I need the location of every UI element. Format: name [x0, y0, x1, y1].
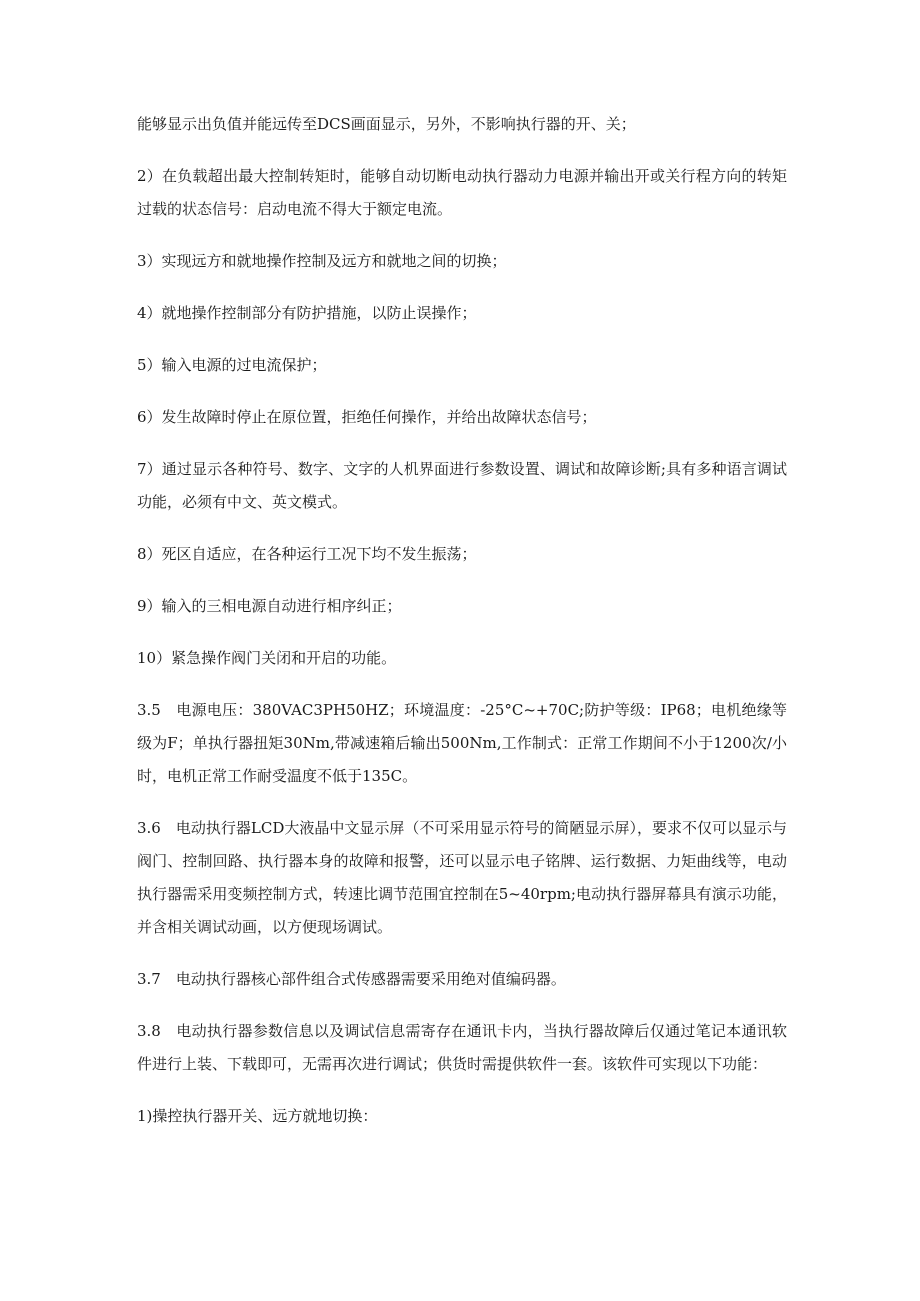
- paragraph-item-4-local-protection: 4）就地操作控制部分有防护措施，以防止误操作；: [137, 304, 477, 322]
- document-body: [137, 108, 787, 1152]
- paragraph-item-10-emergency-operation: 10）紧急操作阀门关闭和开启的功能。: [137, 649, 397, 667]
- paragraph-item-3-remote-local-switch: 3）实现远方和就地操作控制及远方和就地之间的切换；: [137, 252, 507, 270]
- paragraph-section-3-7-encoder: 3.7 电动执行器核心部件组合式传感器需要采用绝对值编码器。: [137, 970, 566, 988]
- paragraph-section-3-5-power-specs: 3.5 电源电压：380VAC3PH50HZ；环境温度：-25°C~+70C;防护等级：IP68；电机绝缘等级为F；单执行器扭矩30Nm,带减速箱后输出500Nm,工作制式：正常工作期间不小于1200次/小时，电机正常工作耐受温度不低于135C。: [137, 701, 787, 785]
- paragraph-item-2-torque-overload: 2）在负载超出最大控制转矩时，能够自动切断电动执行器动力电源并输出开或关行程方向的转矩过载的状态信号：启动电流不得大于额定电流。: [137, 167, 787, 218]
- paragraph-software-function-1: 1)操控执行器开关、远方就地切换：: [137, 1107, 378, 1125]
- paragraph-item-9-phase-correction: 9）输入的三相电源自动进行相序纠正；: [137, 597, 402, 615]
- paragraph-item-6-fault-stop: 6）发生故障时停止在原位置，拒绝任何操作，并给出故障状态信号；: [137, 408, 597, 426]
- paragraph-item-5-overcurrent-protection: 5）输入电源的过电流保护；: [137, 356, 327, 374]
- paragraph-section-3-8-communication-card: 3.8 电动执行器参数信息以及调试信息需寄存在通讯卡内，当执行器故障后仅通过笔记本通讯软件进行上装、下载即可，无需再次进行调试；供货时需提供软件一套。该软件可实现以下功能：: [137, 1022, 787, 1073]
- paragraph-display-negative-value: 能够显示出负值并能远传至DCS画面显示，另外，不影响执行器的开、关；: [137, 115, 636, 133]
- paragraph-section-3-6-lcd-display: 3.6 电动执行器LCD大液晶中文显示屏（不可采用显示符号的简陋显示屏），要求不仅可以显示与阀门、控制回路、执行器本身的故障和报警，还可以显示电子铭牌、运行数据、力矩曲线等，电动执行器需采用变频控制方式，转速比调节范围宜控制在5~40rpm;电动执行器屏幕具有演示功能，并含相关调试动画，以方便现场调试。: [137, 819, 787, 936]
- paragraph-item-8-deadband: 8）死区自适应，在各种运行工况下均不发生振荡；: [137, 545, 477, 563]
- paragraph-item-7-hmi-settings: 7）通过显示各种符号、数字、文字的人机界面进行参数设置、调试和故障诊断;具有多种语言调试功能，必须有中文、英文模式。: [137, 460, 787, 511]
